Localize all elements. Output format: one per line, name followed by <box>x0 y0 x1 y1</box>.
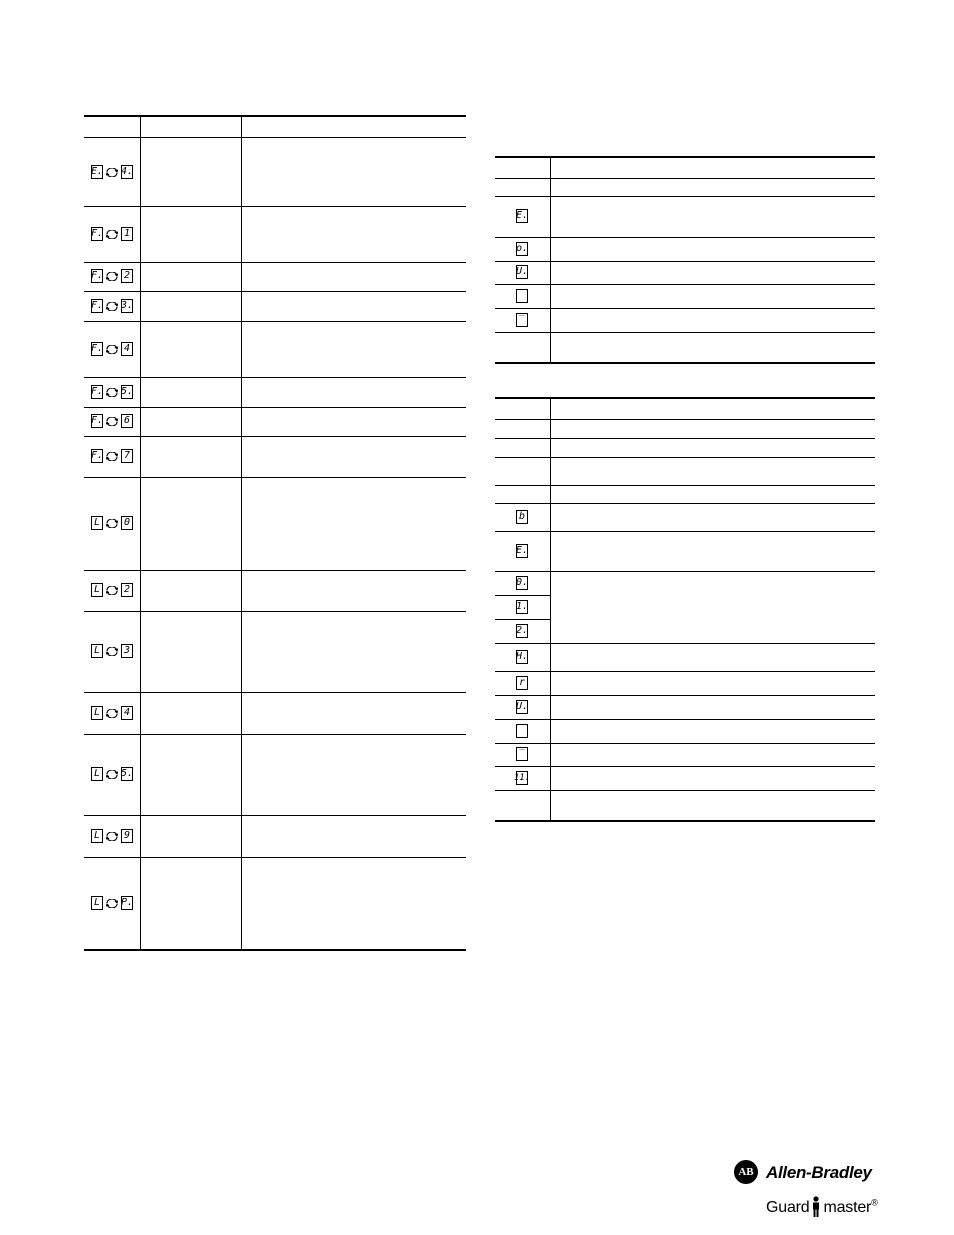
seven-segment-display: r <box>516 676 528 690</box>
guardmaster-figure-icon <box>810 1196 822 1218</box>
table-row <box>91 896 133 910</box>
alternating-arrows-icon <box>106 832 118 841</box>
column-divider <box>140 115 141 950</box>
row-rule <box>84 377 466 378</box>
seven-segment-display: 2 <box>121 269 133 283</box>
seven-segment-display: L <box>91 516 103 530</box>
row-rule <box>84 570 466 571</box>
seven-segment-display: F. <box>90 450 104 461</box>
alternating-arrows-icon <box>106 452 118 461</box>
row-rule <box>495 595 550 596</box>
alternating-arrows-icon <box>106 302 118 311</box>
row-rule <box>495 766 875 767</box>
row-rule <box>84 262 466 263</box>
row-rule <box>495 332 875 333</box>
row-rule <box>84 815 466 816</box>
seven-segment-display: U. <box>515 701 529 712</box>
row-rule <box>495 671 875 672</box>
seven-segment-display: 4 <box>121 706 133 720</box>
column-divider <box>550 397 551 821</box>
seven-segment-display: 7 <box>121 449 133 463</box>
alternating-arrows-icon <box>106 770 118 779</box>
seven-segment-display: 2 <box>121 583 133 597</box>
column-divider <box>241 115 242 950</box>
table-top-rule <box>84 115 466 117</box>
row-rule <box>84 321 466 322</box>
row-rule <box>495 308 875 309</box>
seven-segment-display: L <box>91 706 103 720</box>
seven-segment-display: 11. <box>516 771 528 785</box>
row-rule <box>84 206 466 207</box>
row-rule <box>495 619 550 620</box>
seven-segment-display: 0 <box>121 516 133 530</box>
table-top-rule <box>495 397 875 399</box>
row-rule <box>495 503 875 504</box>
seven-segment-display: 4. <box>120 166 134 177</box>
table-header-rule <box>84 137 466 138</box>
seven-segment-display <box>516 289 528 303</box>
seven-segment-display: 2. <box>515 625 529 636</box>
seven-segment-display: 9 <box>121 829 133 843</box>
seven-segment-display <box>516 724 528 738</box>
table-row <box>91 269 133 283</box>
alternating-arrows-icon <box>106 272 118 281</box>
row-rule <box>495 571 875 572</box>
alternating-arrows-icon <box>106 345 118 354</box>
table-row <box>91 342 133 356</box>
row-rule <box>495 284 875 285</box>
allen-bradley-ab-mark: AB <box>734 1160 758 1184</box>
row-rule <box>495 743 875 744</box>
seven-segment-display: 0. <box>515 577 529 588</box>
seven-segment-display: E. <box>515 210 529 221</box>
seven-segment-display: E. <box>515 545 529 556</box>
alternating-arrows-icon <box>106 586 118 595</box>
seven-segment-display: 1 <box>121 227 133 241</box>
seven-segment-display: o. <box>515 243 529 254</box>
seven-segment-display: 5. <box>120 386 134 397</box>
seven-segment-display: b <box>516 510 528 524</box>
seven-segment-display: L <box>91 644 103 658</box>
row-rule <box>495 643 875 644</box>
alternating-arrows-icon <box>106 417 118 426</box>
row-rule <box>495 237 875 238</box>
row-rule <box>495 438 875 439</box>
row-rule <box>84 407 466 408</box>
alternating-arrows-icon <box>106 230 118 239</box>
alternating-arrows-icon <box>106 388 118 397</box>
alternating-arrows-icon <box>106 709 118 718</box>
seven-segment-display: ‾ <box>516 747 528 761</box>
seven-segment-display: H. <box>515 651 529 662</box>
product-line-name: Guard master® <box>766 1197 878 1216</box>
row-rule <box>495 196 875 197</box>
table-row <box>91 299 133 313</box>
row-rule <box>84 734 466 735</box>
table-bottom-rule <box>495 820 875 822</box>
seven-segment-display: E. <box>90 166 104 177</box>
row-rule <box>84 291 466 292</box>
table-row <box>91 767 133 781</box>
table-row <box>91 165 133 179</box>
row-rule <box>495 261 875 262</box>
seven-segment-display: 6 <box>121 414 133 428</box>
table-header-rule <box>495 419 875 420</box>
row-rule <box>84 436 466 437</box>
table-row <box>91 829 133 843</box>
row-rule <box>495 790 875 791</box>
table-row <box>91 644 133 658</box>
table-top-rule <box>495 156 875 158</box>
seven-segment-display: L <box>91 767 103 781</box>
row-rule <box>495 719 875 720</box>
seven-segment-display: 4 <box>121 342 133 356</box>
alternating-arrows-icon <box>106 168 118 177</box>
seven-segment-display: L <box>91 583 103 597</box>
seven-segment-display: F. <box>90 386 104 397</box>
table-bottom-rule <box>495 362 875 364</box>
seven-segment-display: F. <box>90 270 104 281</box>
table-header-rule <box>495 178 875 179</box>
seven-segment-display: 3. <box>120 300 134 311</box>
table-row <box>91 227 133 241</box>
seven-segment-display: L <box>91 829 103 843</box>
row-rule <box>84 611 466 612</box>
seven-segment-display: F. <box>90 415 104 426</box>
seven-segment-display: 5. <box>120 768 134 779</box>
seven-segment-display: 3 <box>121 644 133 658</box>
seven-segment-display: ‾ <box>516 313 528 327</box>
alternating-arrows-icon <box>106 647 118 656</box>
table-row <box>91 449 133 463</box>
alternating-arrows-icon <box>106 519 118 528</box>
row-rule <box>84 857 466 858</box>
alternating-arrows-icon <box>106 899 118 908</box>
seven-segment-display: F. <box>90 300 104 311</box>
table-row <box>91 385 133 399</box>
row-rule <box>84 477 466 478</box>
table-row <box>91 516 133 530</box>
seven-segment-display: F. <box>90 228 104 239</box>
row-rule <box>495 695 875 696</box>
seven-segment-display: L <box>91 896 103 910</box>
seven-segment-display: 1. <box>515 601 529 612</box>
table-row <box>91 583 133 597</box>
row-rule <box>495 457 875 458</box>
table-row <box>91 706 133 720</box>
row-rule <box>495 485 875 486</box>
seven-segment-display: P. <box>120 897 134 908</box>
table-bottom-rule <box>84 949 466 951</box>
brand-name: Allen-Bradley <box>766 1163 872 1182</box>
seven-segment-display: U. <box>515 266 529 277</box>
row-rule <box>495 531 875 532</box>
row-rule <box>84 692 466 693</box>
seven-segment-display: F. <box>90 343 104 354</box>
table-row <box>91 414 133 428</box>
